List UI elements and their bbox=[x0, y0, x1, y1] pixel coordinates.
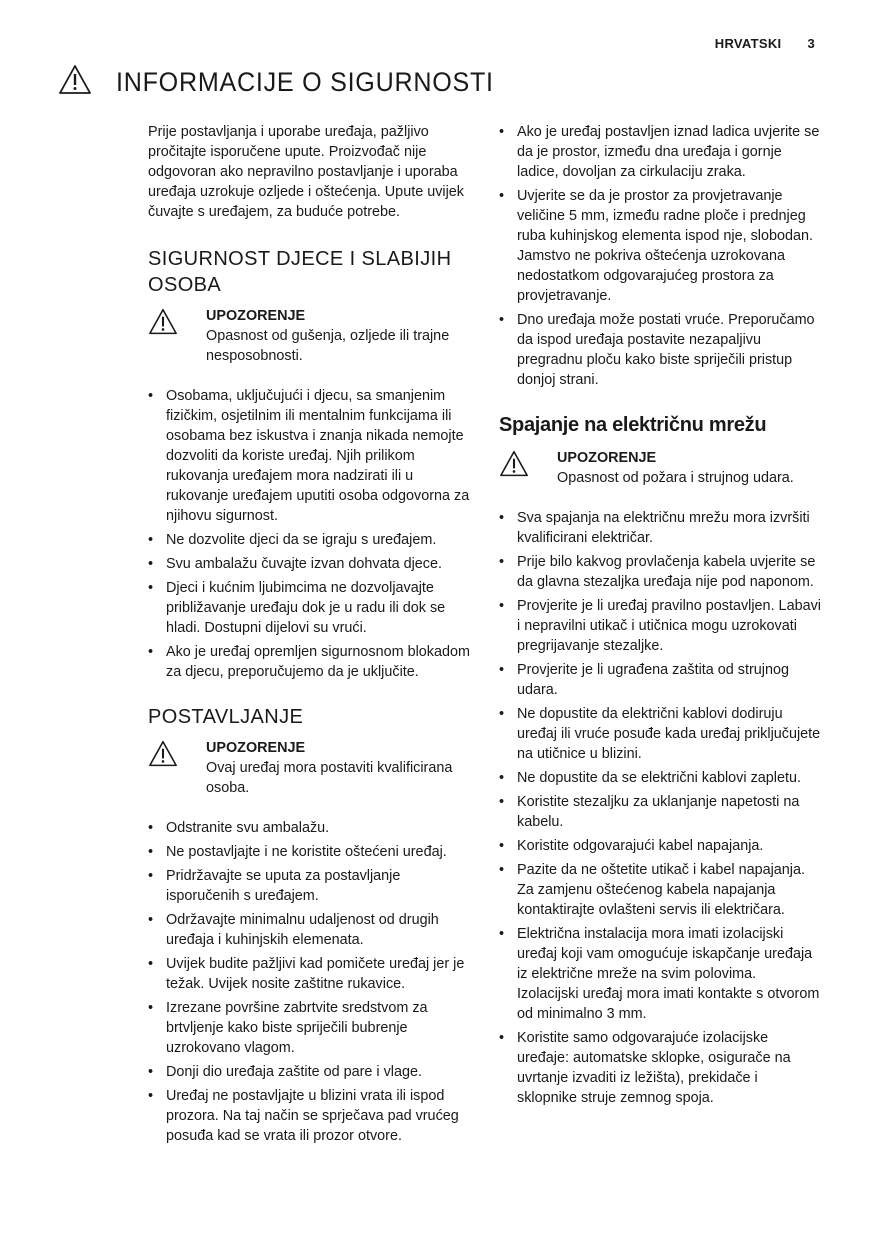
list-item: • Ne dozvolite djeci da se igraju s uređajem. bbox=[148, 530, 470, 550]
page-title-text: INFORMACIJE O SIGURNOSTI bbox=[116, 67, 494, 97]
list-item: • Koristite samo odgovarajuće izolacijske uređaje: automatske sklopke, osigurače na uvrtanje izvaditi iz ležišta), prekidače i sklopnike struje zemnog spoja. bbox=[499, 1028, 821, 1108]
warning-triangle-icon bbox=[148, 738, 206, 798]
warning-triangle-icon bbox=[499, 448, 557, 488]
list-item: • Odstranite svu ambalažu. bbox=[148, 818, 470, 838]
list-item: • Ne dopustite da se električni kablovi zapletu. bbox=[499, 768, 821, 788]
section-heading-electrical: Spajanje na električnu mrežu bbox=[499, 414, 767, 436]
list-item: • Električna instalacija mora imati izolacijski uređaj koji vam omogućuje iskapčanje uređaja iz električne mreže na svim polovima. Izolacijski uređaj mora imati kontakte s otvorom od minimalno 3 mm. bbox=[499, 924, 821, 1024]
list-item: • Ako je uređaj opremljen sigurnosnom blokadom za djecu, preporučujemo da je uključite. bbox=[148, 642, 470, 682]
warning-triangle-icon bbox=[148, 306, 206, 366]
section-heading-installation: POSTAVLJANJE bbox=[148, 706, 304, 728]
header-language: HRVATSKI bbox=[714, 36, 782, 51]
list-item: • Pridržavajte se uputa za postavljanje isporučenih s uređajem. bbox=[148, 866, 470, 906]
children-list bbox=[148, 386, 470, 682]
list-item: • Sva spajanja na električnu mrežu mora izvršiti kvalificirani električar. bbox=[499, 508, 821, 548]
warning-box-children bbox=[148, 306, 470, 366]
warning-text: Opasnost od gušenja, ozljede ili trajne nesposobnosti. bbox=[206, 328, 450, 364]
page-number: 3 bbox=[807, 36, 815, 51]
list-item: • Provjerite je li uređaj pravilno postavljen. Labavi i nepravilni utikač i utičnica mogu uzrokovati pregrijavanje stezaljke. bbox=[499, 596, 821, 656]
list-item: • Donji dio uređaja zaštite od pare i vlage. bbox=[148, 1062, 470, 1082]
list-item: • Svu ambalažu čuvajte izvan dohvata djece. bbox=[148, 554, 470, 574]
list-item: • Osobama, uključujući i djecu, sa smanjenim fizičkim, osjetilnim ili mentalnim funkcijama ili osobama bez iskustva i znanja nikada nemojte dozvoliti da koriste uređaj. Njih prilikom rukovanja uređajem mora nadzirati ili u rukovanje uređajem uputiti osoba odgovorna za njihovu sigurnost. bbox=[148, 386, 470, 526]
installation-list bbox=[148, 818, 470, 1146]
page-header bbox=[715, 36, 815, 51]
list-item: • Pazite da ne oštetite utikač i kabel napajanja. Za zamjenu oštećenog kabela napajanja kontaktirajte ovlašteni servis ili električara. bbox=[499, 860, 821, 920]
list-item: • Prije bilo kakvog provlačenja kabela uvjerite se da glavna stezaljka uređaja nije pod naponom. bbox=[499, 552, 821, 592]
list-item: • Ako je uređaj postavljen iznad ladica uvjerite se da je prostor, između dna uređaja i gornje ladice, dovoljan za cirkulaciju zraka. bbox=[499, 122, 821, 182]
installation-list-continued bbox=[499, 122, 821, 390]
warning-box-installation bbox=[148, 738, 470, 798]
list-item: • Uvijek budite pažljivi kad pomičete uređaj jer je težak. Uvijek nosite zaštitne rukavice. bbox=[148, 954, 470, 994]
section-heading-children: SIGURNOST DJECE I SLABIJIH OSOBA bbox=[148, 248, 452, 296]
list-item: • Uređaj ne postavljajte u blizini vrata ili ispod prozora. Na taj način se sprječava pad vrućeg posuđa kad se vrata ili prozor otvore. bbox=[148, 1086, 470, 1146]
list-item: • Izrezane površine zabrtvite sredstvom za brtvljenje kako biste spriječili bubrenje uzrokovano vlagom. bbox=[148, 998, 470, 1058]
list-item: • Ne dopustite da električni kablovi dodiruju uređaj ili vruće posuđe kada uređaj priključujete na utičnice u blizini. bbox=[499, 704, 821, 764]
list-item: • Koristite odgovarajući kabel napajanja. bbox=[499, 836, 821, 856]
intro-paragraph: Prije postavljanja i uporabe uređaja, pažljivo pročitajte isporučene upute. Proizvođač nije odgovoran ako nepravilno postavljanje i uporaba uređaja uzrokuje ozljede i oštećenja. Upute uvijek čuvajte s uređajem, za buduće potrebe. bbox=[148, 124, 464, 220]
left-column bbox=[148, 122, 470, 1168]
warning-title: UPOZORENJE bbox=[206, 308, 306, 324]
list-item: • Dno uređaja može postati vruće. Preporučamo da ispod uređaja postavite nezapaljivu pregradnu ploču kako biste spriječili pristup donjoj strani. bbox=[499, 310, 821, 390]
electrical-list bbox=[499, 508, 821, 1108]
list-item: • Koristite stezaljku za uklanjanje napetosti na kabelu. bbox=[499, 792, 821, 832]
list-item: • Provjerite je li ugrađena zaštita od strujnog udara. bbox=[499, 660, 821, 700]
warning-box-electrical bbox=[499, 448, 821, 488]
list-item: • Ne postavljajte i ne koristite oštećeni uređaj. bbox=[148, 842, 470, 862]
warning-title: UPOZORENJE bbox=[206, 740, 306, 756]
list-item: • Održavajte minimalnu udaljenost od drugih uređaja i kuhinjskih elemenata. bbox=[148, 910, 470, 950]
warning-title: UPOZORENJE bbox=[557, 450, 657, 466]
right-column bbox=[499, 122, 821, 1130]
warning-text: Opasnost od požara i strujnog udara. bbox=[557, 470, 794, 486]
list-item: • Djeci i kućnim ljubimcima ne dozvoljavajte približavanje uređaju dok je u radu ili dok se hladi. Dostupni dijelovi su vrući. bbox=[148, 578, 470, 638]
warning-text: Ovaj uređaj mora postaviti kvalificirana osoba. bbox=[206, 760, 453, 796]
warning-triangle-icon bbox=[58, 64, 92, 101]
page-title bbox=[58, 64, 522, 101]
list-item: • Uvjerite se da je prostor za provjetravanje veličine 5 mm, između radne ploče i prednjeg ruba kuhinjskog elementa ispod nje, slobodan. Jamstvo ne pokriva oštećenja uzrokovana nedostatkom odgovarajućeg prostora za provjetravanje. bbox=[499, 186, 821, 306]
